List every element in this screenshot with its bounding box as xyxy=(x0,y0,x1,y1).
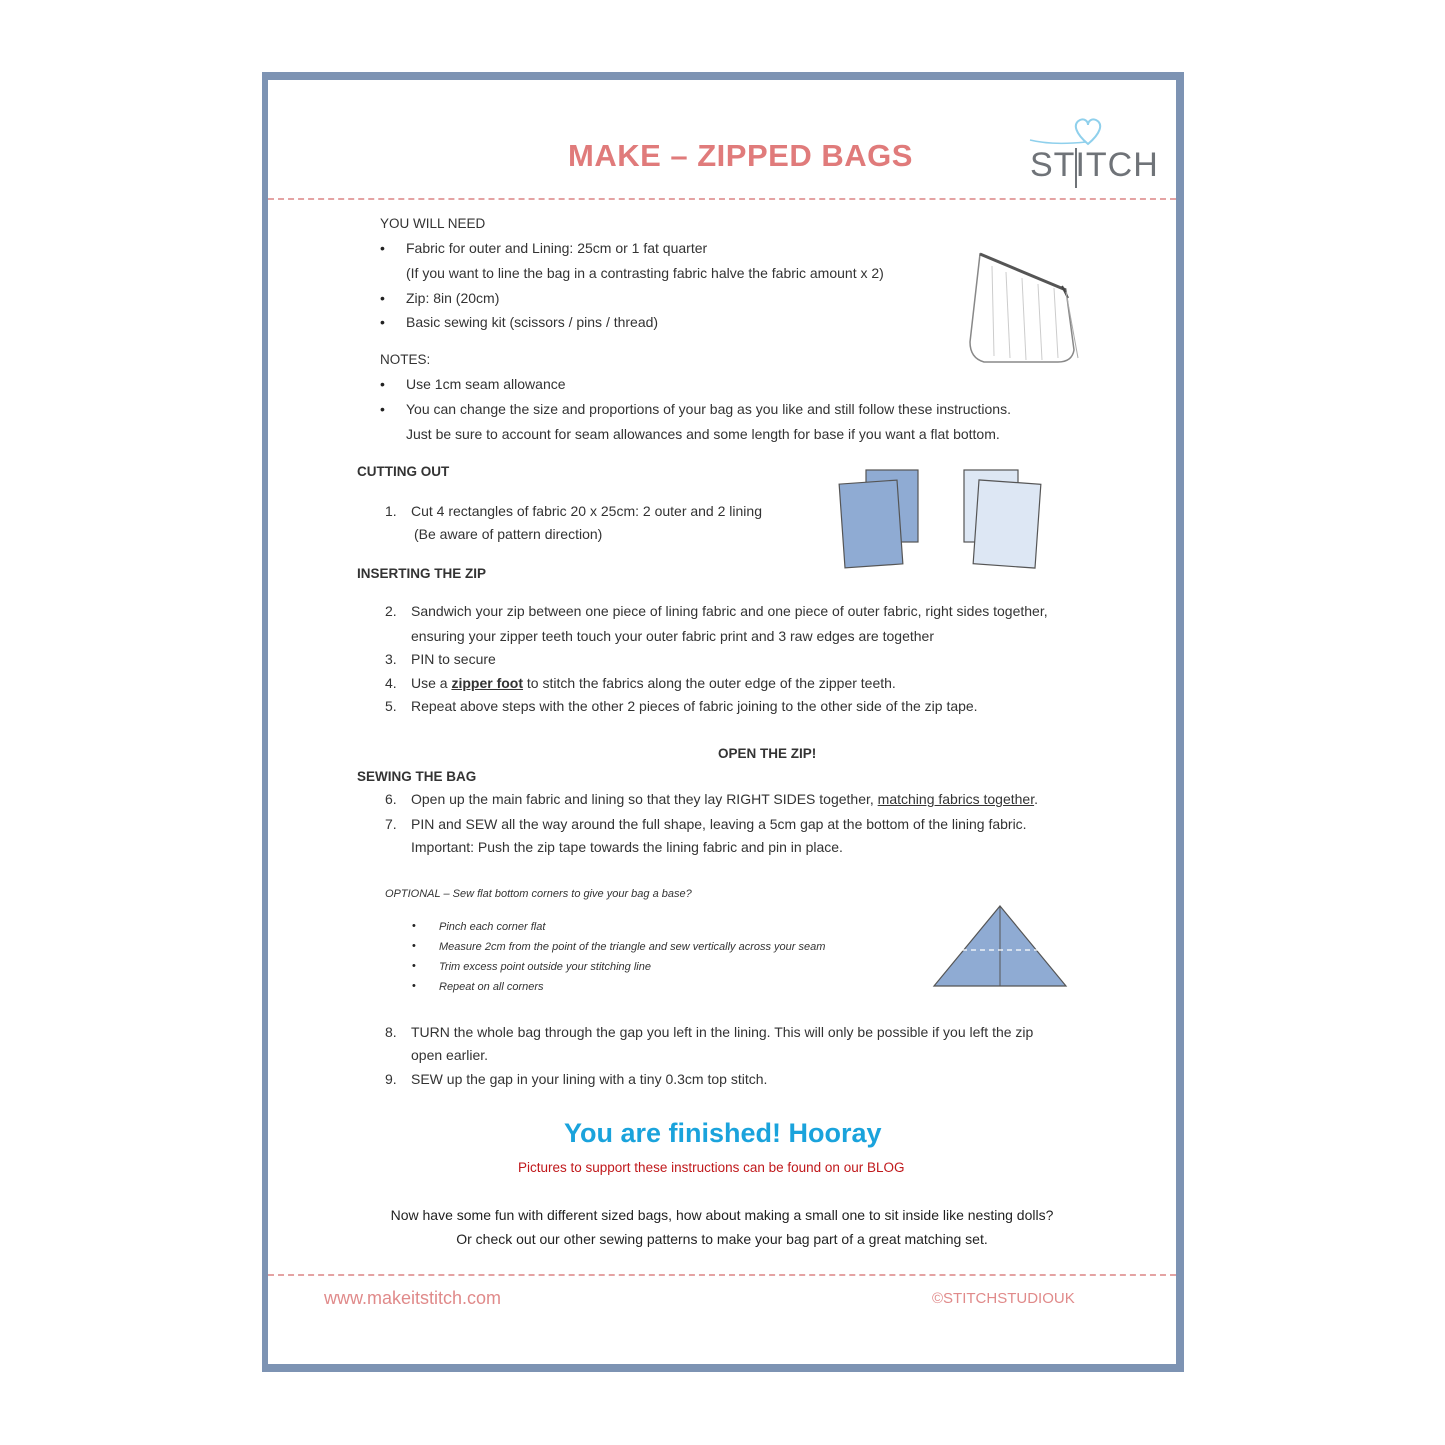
inserting-zip-heading: INSERTING THE ZIP xyxy=(357,566,487,581)
optional-item-3: Trim excess point outside your stitching line xyxy=(439,961,651,973)
bullet-icon: • xyxy=(412,940,416,952)
sew-step-7: PIN and SEW all the way around the full shape, leaving a 5cm gap at the bottom of the lining fabric. xyxy=(411,816,1027,832)
bullet-icon: • xyxy=(380,314,385,330)
social-handle: ©STITCHSTUDIOUK xyxy=(932,1290,1075,1307)
step-number: 7. xyxy=(385,816,397,832)
matching-fabrics-text: matching fabrics together xyxy=(877,791,1035,807)
bullet-icon: • xyxy=(412,960,416,972)
website-link[interactable]: www.makeitstitch.com xyxy=(324,1288,502,1308)
page-title: MAKE – ZIPPED BAGS xyxy=(568,138,913,173)
zip-step-2-cont: ensuring your zipper teeth touch your outer fabric print and 3 raw edges are together xyxy=(411,628,934,644)
note-item-1: Use 1cm seam allowance xyxy=(406,376,566,392)
need-item-1-note: (If you want to line the bag in a contrasting fabric halve the fabric amount x 2) xyxy=(406,265,884,281)
step-number: 4. xyxy=(385,675,397,691)
step-number: 5. xyxy=(385,698,397,714)
note-item-2-cont: Just be sure to account for seam allowances and some length for base if you want a flat bottom. xyxy=(406,426,1000,442)
sewing-bag-heading: SEWING THE BAG xyxy=(357,769,477,784)
final-step-8: TURN the whole bag through the gap you left in the lining. This will only be possible if you left the zip xyxy=(411,1024,1034,1040)
logo-text: STITCH xyxy=(1030,146,1159,184)
final-step-9: SEW up the gap in your lining with a tiny 0.3cm top stitch. xyxy=(411,1071,768,1087)
cutting-out-heading: CUTTING OUT xyxy=(357,464,450,479)
corner-triangle-illustration xyxy=(930,902,1070,992)
notes-heading: NOTES: xyxy=(380,352,431,367)
need-item-3: Basic sewing kit (scissors / pins / thread) xyxy=(406,314,659,330)
step-number: 2. xyxy=(385,603,397,619)
need-item-1: Fabric for outer and Lining: 25cm or 1 fat quarter xyxy=(406,240,708,256)
zip-step-3: PIN to secure xyxy=(411,651,496,667)
pictures-note: Pictures to support these instructions can be found on our BLOG xyxy=(518,1160,905,1175)
step-number: 1. xyxy=(385,503,397,519)
bullet-icon: • xyxy=(380,376,385,392)
need-item-2: Zip: 8in (20cm) xyxy=(406,290,500,306)
zip-step-5: Repeat above steps with the other 2 pieces of fabric joining to the other side of the zip tape. xyxy=(411,698,978,714)
closing-line-2: Or check out our other sewing patterns to make your bag part of a great matching set. xyxy=(456,1231,988,1247)
open-zip-callout: OPEN THE ZIP! xyxy=(718,746,817,761)
bullet-icon: • xyxy=(412,920,416,932)
cutting-step-text: Cut 4 rectangles of fabric 20 x 25cm: 2 outer and 2 lining xyxy=(411,503,762,519)
cutting-step-sub: (Be aware of pattern direction) xyxy=(414,526,603,542)
bullet-icon: • xyxy=(380,401,385,417)
fabric-rectangles-illustration xyxy=(834,468,1054,572)
stitch-logo xyxy=(1026,110,1159,190)
step-number: 6. xyxy=(385,791,397,807)
footer-divider xyxy=(268,1274,1176,1276)
zip-step-4 xyxy=(411,675,896,691)
bullet-icon: • xyxy=(412,980,416,992)
bullet-icon: • xyxy=(380,240,385,256)
step-4-post: to stitch the fabrics along the outer edge of the zipper teeth. xyxy=(523,675,896,691)
final-step-8-cont: open earlier. xyxy=(411,1047,489,1063)
closing-line-1: Now have some fun with different sized bags, how about making a small one to sit inside like nesting dolls? xyxy=(390,1207,1054,1223)
step-number: 9. xyxy=(385,1071,397,1087)
sew-step-7-important: Important: Push the zip tape towards the lining fabric and pin in place. xyxy=(411,839,843,855)
zipped-bag-illustration xyxy=(962,246,1082,376)
zipper-foot-link[interactable]: zipper foot xyxy=(451,675,524,691)
step-6-post: . xyxy=(1034,791,1038,807)
sew-step-6 xyxy=(411,791,1038,807)
step-number: 3. xyxy=(385,651,397,667)
zip-step-2: Sandwich your zip between one piece of lining fabric and one piece of outer fabric, right sides together, xyxy=(411,603,1048,619)
step-6-pre: Open up the main fabric and lining so that they lay RIGHT SIDES together, xyxy=(411,791,878,807)
note-item-2: You can change the size and proportions of your bag as you like and still follow these instructions. xyxy=(406,401,1011,417)
header-divider xyxy=(268,198,1176,200)
step-4-pre: Use a xyxy=(411,675,452,691)
optional-item-1: Pinch each corner flat xyxy=(439,921,546,933)
optional-item-4: Repeat on all corners xyxy=(439,981,544,993)
optional-item-2: Measure 2cm from the point of the triangle and sew vertically across your seam xyxy=(439,941,826,953)
optional-heading: OPTIONAL – Sew flat bottom corners to give your bag a base? xyxy=(385,888,692,900)
finished-message: You are finished! Hooray xyxy=(564,1118,882,1148)
document-page xyxy=(268,80,1176,1364)
bullet-icon: • xyxy=(380,290,385,306)
you-will-need-heading: YOU WILL NEED xyxy=(380,216,486,231)
step-number: 8. xyxy=(385,1024,397,1040)
